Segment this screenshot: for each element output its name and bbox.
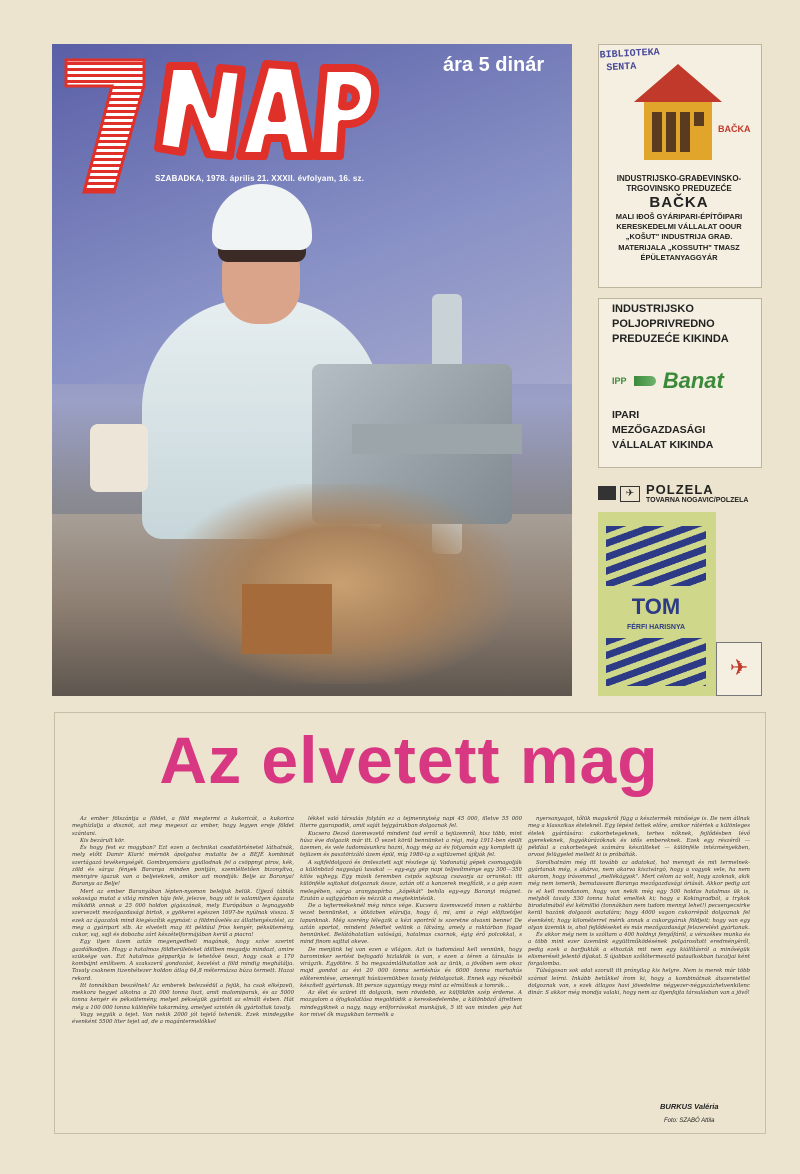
article-paragraph: A sajtfeldolgozó és ömlesztett sajt részlege új. Vadonatúj gépek csomagolják a különböző nagyságú tasakat — egy-egy gép napi teljesítménye egy 300—350 kilós vajhegy. Egy másik teremben csipős sajtszag csavarja az orrunkat: itt különféle sajtokat dolgoznak össze, aztán ott a kanzerek megfőzik, s a gép ezen melegében, sárga aranypapírba „kópékát" behíla egy-egy Baranyi mágnet. Ezután a sajtgyárban és nézzük a megtekintésük. bbox=[300, 859, 522, 902]
polzela-swallow-icon: ✈ bbox=[716, 642, 762, 696]
article-paragraph: Kis bezárult kör. bbox=[80, 837, 125, 844]
banat-logo-name: Banat bbox=[662, 368, 724, 393]
article-paragraph: És hogy fest ez mogyban? Ezt ezen a technikai csodatörténetet láthatnák, mely előtt Damir Klarić mérnök ápolgatva mutatta be a BEJÉ kombinát szertágazó tevékenységét. Gombnyomásra gyullodnak fel a csöppnyi piros, kék, zöld és sárga fények Baranya minden pontján, szemléltetően bizonyítva, mennyire igazuk van a beljeieknek, amikor azt mondják: Belje az Baranya! Baranya az Belje! bbox=[72, 845, 294, 888]
article-paragraph: Itt tonnákban beszélnek! Az emberek belezsédül a fejük, ha csak elképzeli, mekkora hegyet alkotna a 20 000 tonna liszt, amit malomiparuk, és az 5000 tonna kenyér és péksütemény, melyet pékségük gyártott az elmúlt évben. Hát még a 100 000 tonna különféle takarmány, amelyet szintén ők gyártottak tavaly. bbox=[72, 982, 294, 1011]
article-paragraph: Az élet és szüret itt dolgozik, nem rövidebb, ez külföldön szép érdeme. A mozgalom a ófogkolatlása megoldódik a kereskedelembe, a különböző áfrettem mindegyiknek a nagy, nagy erőforrásokat munkájuk, 5 itt van minden gép hat kor mivel ők magukban termelik a bbox=[300, 990, 522, 1018]
article-paragraph: Sorolhatnám még itt tovább az adatokat, hol mennyit és mit termelnek-gyártanak még, s akárva, nem akarva kiszivárgó, hogy a vagyok vele, ha nem akarom, hogy írásommal „mellékágyok". Mert célom az volt, hogy azoknak, akik még nem ismerik, bemutassam Baranya mezőgazdasági óriását. Akkor pedig azt is el kell mondanom, hogy van nekik még egy 500 holdas hatalmas ük is, melyből tavaly 530 tonna halat emeltek ki; hogy a Kokingradból, a trykok birodalmából évi kétmillió (tonnákban nem tudom mennyi lehet!) pecsenyecsirke kerül hazánk dolgozói asztalára; hogy 4000 vagon cukorrépát dolgoznak fel évenként; hogy kilométerrel mérik annak a cukorgyáruk földjeit; hogy van egy olyan üzemük is, ahol fejlődéseket és más mezőgazdasági felszerelést gyártanak. bbox=[528, 859, 750, 931]
banat-company-serbian: INDUSTRIJSKO POLJOPRIVREDNO PREDUZEĆE KIKINDA bbox=[612, 303, 729, 345]
wheat-icon bbox=[634, 376, 656, 386]
photo-container bbox=[90, 424, 148, 492]
article-paragraph: Túlságosan sok adat szorult itt prónyilag kis helyre. Nem is merek már több számot leírni. Inkább betűkkel írom ki, hogy a kombinátnak átszeretettel dolgoznak van, s ezek átlagos havi jövedelme négyezer-négyszázhetvenkilenc dinár. S akkor még mondja valaki, hogy nem az ilyenfajta társulásban van a jövő! bbox=[528, 968, 750, 996]
article-paragraph: Kucsera Dezső üzemvezető mindent tud erről a tejüzemről, hisz több, mint húsz éve dolgozik már itt. Ő vezet körül bennünket a régi, még 1911-ben épült üzemen, és vele tudomásunkra hozni, hogy még az év folyamán egy komplett új tejüzem és pasztörizáló üzem épül, míg 1980-ig a sajtüzemet újítják fel. bbox=[300, 830, 522, 859]
library-stamp-line-2: SENTA bbox=[606, 61, 637, 75]
article-paragraph: nyersanyagot, tőlük magukról függ a késztermék minősége is. De nem állnak meg a klasszikus ételeknél. Egy lépést tettek előre, amikor rátértek a különleges ételek gyártására: cukorbetegeknek, terhes nőknek, fejlődésben lévő gyerekeknek, fogyókúrázóknak és idős embereknek. Ezek egy részéről — például a cukorbetegek számára készülteket — különféle intézményekben, orvosi felügyelet mellett ki is próbálták. bbox=[528, 816, 750, 859]
tom-brand-subtitle: FÉRFI HARISNYA bbox=[626, 624, 686, 631]
article-column-3 bbox=[528, 816, 750, 997]
article-paragraph: De menjünk tej van ezen a világon. Azt is tudomásul kell vennünk, hogy barominker sertést befogadó hizlaldák is van, s ezen a téren a társulás is virágzik. Egyötöre. S ha megszámlálhatatlan sok az ürük, a jövőben sem okoz majd gondot az évi 20 000 tonna sertéshús és 6000 tonna marhahús előteremtése, amennyit húsüzemükben tavaly feldolgoztak. Ennek egy részéből készített gyártanak. Itt persze ugyanúgy megy mint az elmúltsuk a tomrák... bbox=[300, 946, 522, 989]
polzela-name: POLZELA bbox=[646, 482, 714, 497]
article-column-1 bbox=[72, 816, 294, 1026]
article-column-2 bbox=[300, 816, 522, 1019]
article-paragraph: És akkor még nem is szóltam a 400 holdnyi fenyőfáról, a vérszékes munka és a több mint ezer üzemünk együttműködésének polgárosított eredményéről, pedig ezek a barfjukták a elhozták mit nem egy kiállításról a minőségük elismerését jelentő díjakat. S újabban szőlőtermesztő pataalkokban tucatjai ként forgalomba. bbox=[528, 932, 750, 967]
article-paragraph: lékkel való társulás folytán ez a tejmennyiség napi 45 000, illetve 55 000 literre gyarapodik, amit saját tejgyárukban dolgoznak fel. bbox=[300, 816, 522, 830]
article-paragraph: Mert az ember Baranyában lépten-nyomon beleljuk belük. Újjező táblák sokasága mutat a világ minden tája felé, jelezve, hogy ott is valamilyen ágazata működik annak a 25 000 holdon gigászának, mely Európában a legnagyobb szervezett mezőgazdasági birtok, s gyökerei egészen 1697-be nyúlnak vissza. S ezek az ágazatok mind kiegészítik egymást: a földművelés az állattenyésztést, az meg a gyáripart stb. Az elvetett mag itt például friss kenyér, péksütemény, cukor, vaj, sajt és dobozba zárt készételformájában kerül a piacra! bbox=[72, 888, 294, 938]
article-headline: Az elvetett mag bbox=[159, 723, 659, 797]
tom-brand: TOM bbox=[631, 594, 681, 619]
article-author: BURKUS Valéria bbox=[660, 1102, 719, 1111]
article-paragraph: Egy ilyen üzem aztán megengedheti magának, hogy szíve szerint gazdálkodjon. Hogy a hatalmas földterületeket idillben megadja mindazt, amire szüksége van. Ezt hatalmas gépparkja is lehetővé teszi, hogy csak a 170 kombájnt említsem. A szakszerű gondozást, kezelést a föld mindig meghálálja. Tavaly csaknem tizenhétezer holdon átlag 64,8 métermázsa búza termett. Hazai rekord. bbox=[72, 939, 294, 982]
photo-foreground-blur bbox=[172, 484, 512, 684]
tom-stripes-top bbox=[606, 526, 706, 586]
library-stamp-line-1: BIBLIOTEKA bbox=[599, 47, 660, 62]
banat-logo-prefix: IPP bbox=[612, 376, 627, 386]
issue-price: ára 5 dinár bbox=[443, 54, 545, 76]
banat-logo bbox=[612, 368, 752, 398]
article-paragraph: Az ember fölszántja a földet, a föld megtermi a kukoricát, a kukorica meghízlalja a disznót, azt meg megeszi az ember, hogy legyen ereje földet szántani. bbox=[72, 816, 294, 837]
issue-date-line: SZABADKA, 1978. április 21. XXXII. évfolyam, 16. sz. bbox=[155, 174, 365, 183]
polzela-subtitle: TOVARNA NOGAVIC/POLZELA bbox=[646, 497, 749, 504]
backa-logo bbox=[626, 58, 751, 168]
photo-cardboard-box bbox=[242, 584, 332, 654]
article-paragraph: Vagy vegyük a tejet. Van nekik 2000 jól tejelő tehenük. Ezek mindegyike évenként 5500 liter tejet ad, de a magántermelőkkel bbox=[72, 1011, 294, 1025]
polzela-bird-icon: ✈ bbox=[620, 486, 640, 502]
tom-stripes-bottom bbox=[606, 638, 706, 686]
backa-logo-label: BAČKA bbox=[718, 124, 751, 134]
article-paragraph: De a tejtermékeknél még nincs vége. Kucsera üzemvezető innen a raktárba vezet bennünket, s útközben elárulja, hogy ő, mi, ami a régi elöfizetőjei lapunknak. Még szerény lélegzik a kézi sportról is szeretne olvasni benne! De aztán sportot, mindent feledtet velünk a látvány, amely a raktárban fogad bennünket. Belátóhatatlan valóságú, hatalmas csarnok, égig érő polcokkal, s mind finom sajttal okeve. bbox=[300, 903, 522, 946]
polzela-flag-icon bbox=[598, 486, 616, 500]
photo-machine-arm bbox=[352, 424, 522, 454]
backa-company-type: INDUSTRIJSKO-GRAĐEVINSKO-TRGOVINSKO PREDUZEĆE bbox=[616, 174, 742, 193]
backa-company-details: MALI IĐOŠ GYÁRIPARI-ÉPÍTŐIPARI KERESKEDELMI VÁLLALAT OOUR „KOŠUT" INDUSTRIJA GRAĐ. MATERIJALA „KOSSUTH" TMASZ ÉPÜLETANYAGGYÁR bbox=[615, 212, 743, 262]
banat-company-hungarian: IPARI MEZŐGAZDASÁGI VÁLLALAT KIKINDA bbox=[612, 409, 714, 451]
backa-company-name: BAČKA bbox=[649, 194, 709, 211]
photo-credit: Foto: SZABÓ Attila bbox=[664, 1118, 715, 1124]
